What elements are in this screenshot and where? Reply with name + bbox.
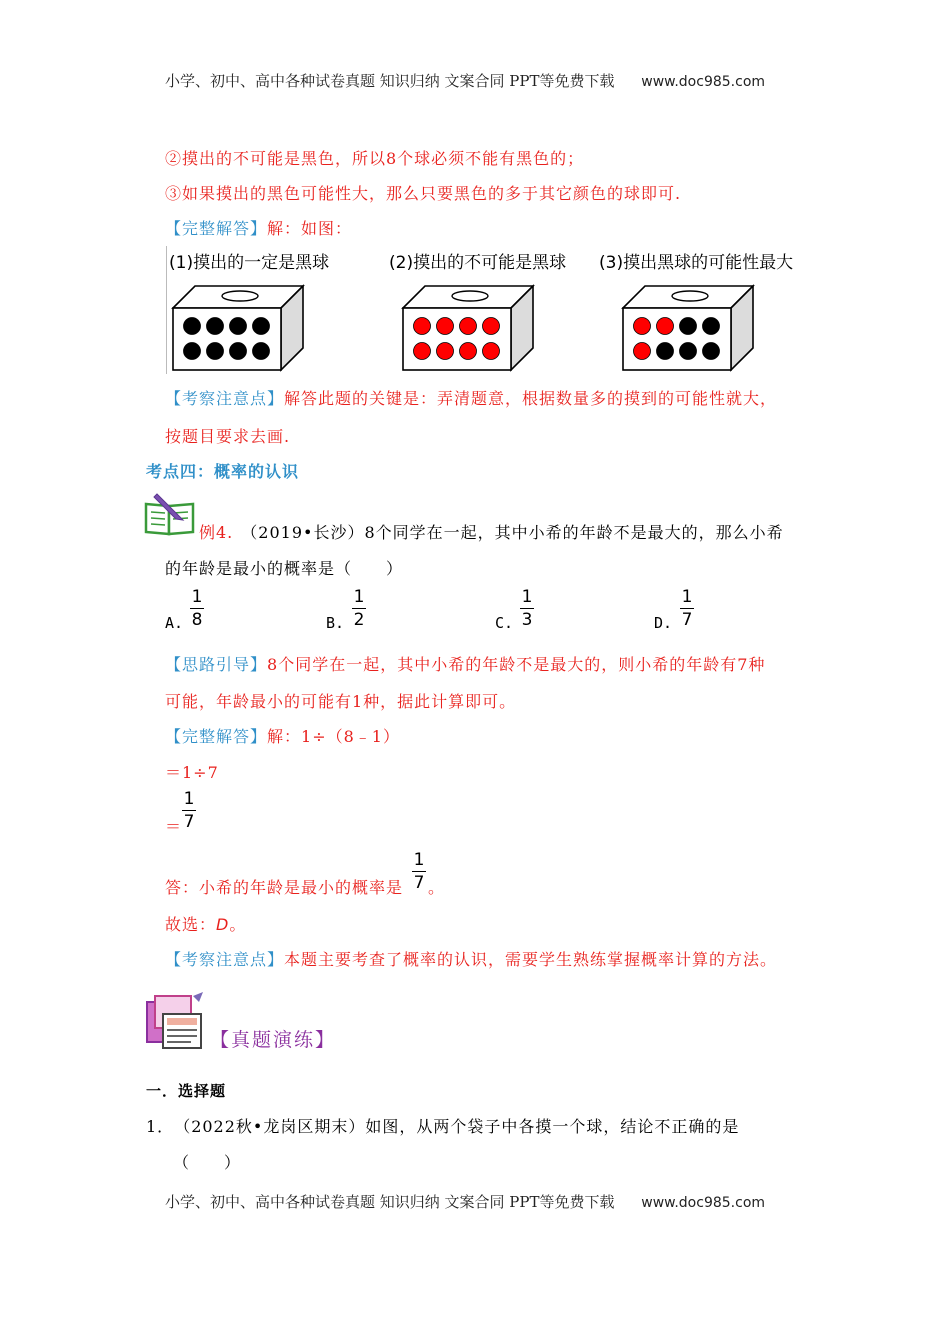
box-3-ball-2: [657, 318, 674, 335]
box-2-ball-1: [414, 318, 431, 335]
box-1-ball-8: [253, 343, 270, 360]
footer-site[interactable]: www.doc985.com: [641, 1195, 766, 1211]
option-b-letter[interactable]: B.: [326, 614, 345, 632]
box-1-ball-5: [184, 343, 201, 360]
choice-text: 故选：: [165, 915, 217, 934]
note-line-2: 按题目要求去画.: [165, 427, 291, 446]
box-2-ball-5: [414, 343, 431, 360]
example-4-line-1: [199, 520, 784, 543]
box-2-ball-7: [460, 343, 477, 360]
part-title: 一．选择题: [146, 1082, 227, 1100]
option-a-fraction[interactable]: 1 8: [191, 587, 203, 630]
box-3-ball-3: [680, 318, 697, 335]
question-1-line-2: （ ）: [173, 1153, 242, 1172]
option-b-fraction[interactable]: 1 2: [353, 587, 365, 630]
box-3-ball-5: [634, 343, 651, 360]
box-1-ball-7: [230, 343, 247, 360]
boxes-drawing: [167, 246, 803, 374]
practice-docs-icon: [145, 990, 207, 1052]
practice-title: 【真题演练】: [210, 1029, 337, 1051]
box-label-3: (3)摸出黑球的可能性最大: [599, 253, 794, 273]
note-2-tag: 【考察注意点】: [165, 950, 285, 969]
solution-2-tag: 【完整解答】: [165, 727, 268, 746]
question-1-line-1: [146, 1114, 739, 1137]
solution-step-2: ＝1÷7: [165, 763, 219, 782]
box-3-opening: [672, 291, 708, 301]
header-site[interactable]: www.doc985.com: [641, 74, 766, 90]
choice-line: [165, 912, 246, 935]
example-4-line-2: 的年龄是最小的概率是（ ）: [165, 559, 404, 578]
question-text-1: （2022秋•龙岗区期末）如图，从两个袋子中各摸一个球，结论不正确的是: [182, 1117, 740, 1136]
note-line-1: 解答此题的关键是：弄清题意，根据数量多的摸到的可能性就大，: [284, 389, 778, 408]
example-label: 例4.: [199, 523, 234, 542]
analysis-line-2: ②摸出的不可能是黑色，所以8个球必须不能有黑色的；: [165, 149, 585, 168]
box-1-ball-1: [184, 318, 201, 335]
hint-line-1: 8个同学在一起，其中小希的年龄不是最大的，则小希的年龄有7种: [267, 655, 766, 674]
book-pencil-icon: [143, 490, 197, 536]
note-tag: 【考察注意点】: [165, 389, 285, 408]
page-header: [165, 70, 765, 91]
answer-line: [165, 875, 403, 898]
box-label-2: (2)摸出的不可能是黑球: [389, 253, 567, 273]
box-2-ball-3: [460, 318, 477, 335]
solution-text: 解：如图：: [267, 219, 353, 238]
box-1-opening: [222, 291, 258, 301]
solution-1: [165, 216, 352, 239]
box-3-ball-1: [634, 318, 651, 335]
box-3-ball-6: [657, 343, 674, 360]
header-text: 小学、初中、高中各种试卷真题 知识归纳 文案合同 PPT等免费下载: [165, 72, 615, 90]
box-2-ball-8: [483, 343, 500, 360]
option-c-fraction[interactable]: 1 3: [521, 587, 533, 630]
box-2-ball-4: [483, 318, 500, 335]
note-1: [165, 386, 777, 409]
example-text-1: （2019•长沙）8个同学在一起，其中小希的年龄不是最大的，那么小希: [241, 523, 784, 542]
solution-step-3-eq: ＝: [165, 817, 183, 836]
answer-fraction: 1 7: [413, 850, 425, 893]
option-c-letter[interactable]: C.: [495, 614, 514, 632]
box-2-ball-2: [437, 318, 454, 335]
choice-end: 。: [229, 915, 247, 934]
solution-2: [165, 724, 400, 747]
solution-tag: 【完整解答】: [165, 219, 268, 238]
box-1-front: [173, 308, 281, 370]
footer-text: 小学、初中、高中各种试卷真题 知识归纳 文案合同 PPT等免费下载: [165, 1193, 615, 1211]
section-title: 考点四：概率的认识: [146, 462, 300, 481]
note-2: [165, 947, 777, 970]
question-number: 1．: [146, 1117, 175, 1136]
box-2-opening: [452, 291, 488, 301]
box-1-ball-6: [207, 343, 224, 360]
option-d-letter[interactable]: D.: [654, 614, 673, 632]
box-3-ball-7: [680, 343, 697, 360]
note-2-text: 本题主要考查了概率的认识，需要学生熟练掌握概率计算的方法。: [284, 950, 778, 969]
option-d-fraction[interactable]: 1 7: [681, 587, 693, 630]
hint-tag: 【思路引导】: [165, 655, 268, 674]
ball-box-figure: [166, 246, 803, 374]
choice-letter: D: [216, 915, 230, 934]
option-a-letter[interactable]: A.: [165, 614, 184, 632]
hint-line-2: 可能，年龄最小的可能有1种，据此计算即可。: [165, 692, 517, 711]
box-1-ball-2: [207, 318, 224, 335]
answer-end: 。: [428, 878, 446, 897]
box-1-ball-3: [230, 318, 247, 335]
solution-step-3-fraction: 1 7: [183, 789, 195, 832]
box-2-front: [403, 308, 511, 370]
box-1-ball-4: [253, 318, 270, 335]
analysis-line-3: ③如果摸出的黑色可能性大，那么只要黑色的多于其它颜色的球即可.: [165, 184, 682, 203]
solution-2-text: 解：1÷（8﹣1）: [267, 727, 400, 746]
box-3-front: [623, 308, 731, 370]
hint: [165, 652, 765, 675]
box-2-ball-6: [437, 343, 454, 360]
box-3-ball-4: [703, 318, 720, 335]
page-footer: [165, 1191, 765, 1212]
box-3-ball-8: [703, 343, 720, 360]
answer-text: 答：小希的年龄是最小的概率是: [165, 878, 404, 897]
box-label-1: (1)摸出的一定是黑球: [169, 253, 330, 273]
